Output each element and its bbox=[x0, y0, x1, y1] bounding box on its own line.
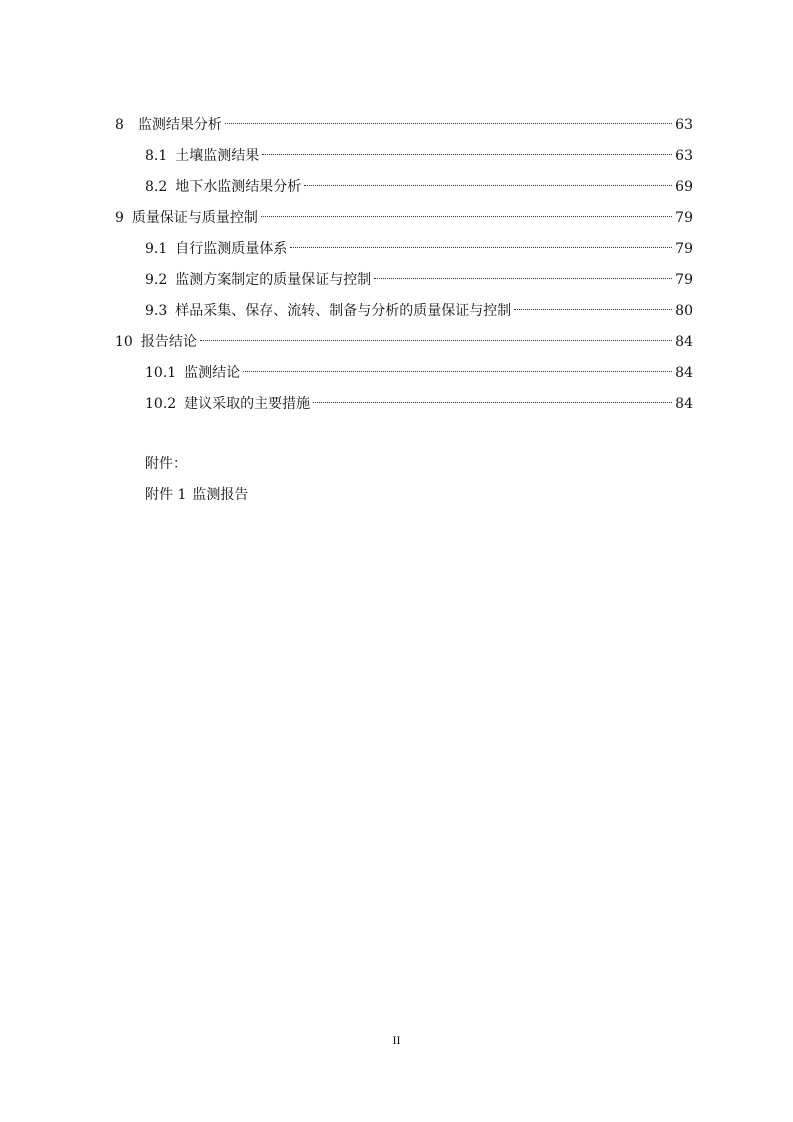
toc-entry-10-1[interactable] bbox=[145, 360, 693, 386]
toc-entry-9-3[interactable] bbox=[145, 298, 693, 324]
toc-entry-number: 10.2 bbox=[145, 396, 177, 412]
toc-entry-page: 79 bbox=[675, 241, 693, 257]
toc-entry-9-1[interactable] bbox=[145, 236, 693, 262]
toc-dot-leader bbox=[261, 216, 672, 217]
toc-entry-8-2[interactable] bbox=[145, 174, 693, 200]
toc-dot-leader bbox=[313, 402, 672, 403]
toc-entry-number: 10.1 bbox=[145, 365, 177, 381]
toc-entry-10[interactable] bbox=[115, 329, 693, 355]
appendix-item[interactable] bbox=[145, 482, 248, 508]
toc-entry-8-1[interactable] bbox=[145, 143, 693, 169]
toc-entry-title: 地下水监测结果分析 bbox=[175, 179, 302, 195]
toc-entry-page: 63 bbox=[675, 117, 693, 133]
toc-dot-leader bbox=[262, 154, 672, 155]
toc-entry-title: 监测方案制定的质量保证与控制 bbox=[175, 272, 372, 288]
toc-dot-leader bbox=[243, 371, 672, 372]
toc-entry-title: 监测结果分析 bbox=[137, 117, 222, 133]
appendix-item-title: 监测报告 bbox=[192, 487, 249, 503]
toc-entry-page: 63 bbox=[675, 148, 693, 164]
toc-entry-number: 10 bbox=[115, 334, 133, 350]
toc-entry-title: 监测结论 bbox=[184, 365, 241, 381]
appendix-heading: 附件： bbox=[145, 456, 187, 472]
toc-entry-number: 8.2 bbox=[145, 179, 168, 195]
toc-dot-leader bbox=[304, 185, 672, 186]
toc-entry-title: 报告结论 bbox=[140, 334, 197, 350]
toc-entry-9[interactable] bbox=[115, 205, 693, 231]
toc-entry-title: 质量保证与质量控制 bbox=[131, 210, 258, 226]
toc-entry-page: 79 bbox=[675, 210, 693, 226]
page-number: II bbox=[392, 1033, 401, 1047]
toc-entry-9-2[interactable] bbox=[145, 267, 693, 293]
toc-entry-page: 79 bbox=[675, 272, 693, 288]
toc-dot-leader bbox=[290, 247, 672, 248]
toc-entry-page: 80 bbox=[675, 303, 693, 319]
toc-entry-number: 9 bbox=[115, 210, 124, 226]
toc-dot-leader bbox=[225, 123, 672, 124]
toc-entry-title: 建议采取的主要措施 bbox=[184, 396, 311, 412]
toc-entry-8[interactable] bbox=[115, 112, 693, 138]
toc-dot-leader bbox=[374, 278, 672, 279]
toc-entry-number: 9.2 bbox=[145, 272, 168, 288]
toc-entry-title: 土壤监测结果 bbox=[175, 148, 260, 164]
toc-entry-page: 69 bbox=[675, 179, 693, 195]
toc-entry-number: 9.3 bbox=[145, 303, 168, 319]
toc-dot-leader bbox=[200, 340, 672, 341]
toc-dot-leader bbox=[514, 309, 672, 310]
toc-entry-10-2[interactable] bbox=[145, 391, 693, 417]
toc-entry-title: 自行监测质量体系 bbox=[175, 241, 288, 257]
toc-entry-number: 8.1 bbox=[145, 148, 168, 164]
appendix-item-label: 附件 1 bbox=[145, 487, 187, 503]
toc-entry-page: 84 bbox=[675, 334, 693, 350]
toc-entry-page: 84 bbox=[675, 396, 693, 412]
toc-entry-number: 9.1 bbox=[145, 241, 168, 257]
toc-entry-title: 样品采集、保存、流转、制备与分析的质量保证与控制 bbox=[175, 303, 512, 319]
toc-entry-page: 84 bbox=[675, 365, 693, 381]
toc-entry-number: 8 bbox=[115, 117, 124, 133]
